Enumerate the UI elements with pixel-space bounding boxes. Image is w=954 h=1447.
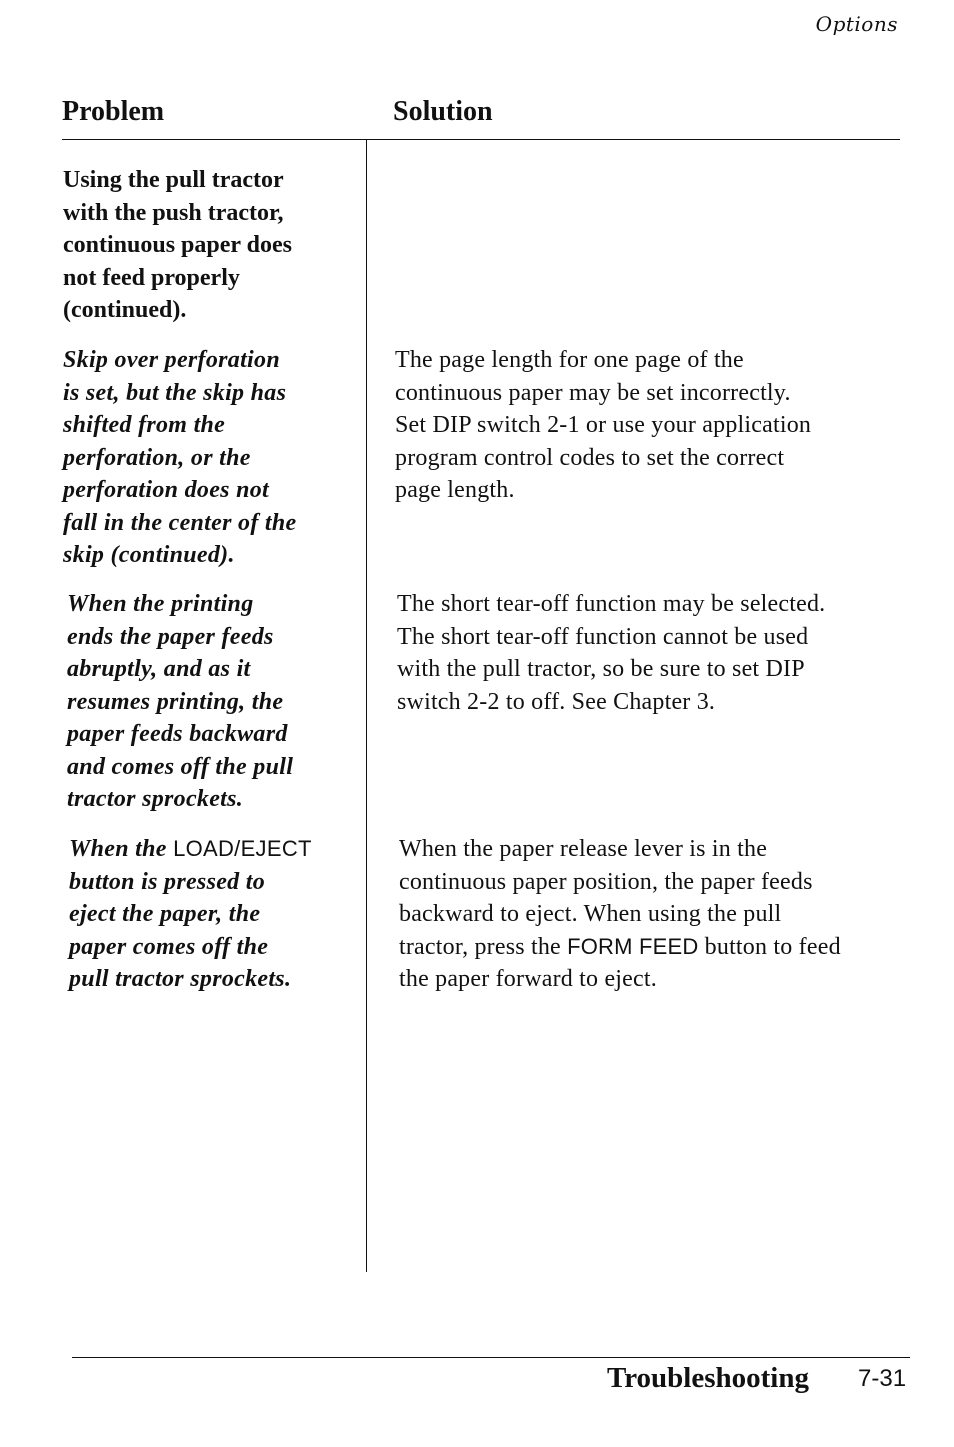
solution-text [395,344,905,507]
problem-line: eject the paper, the [69,901,261,927]
solution-line: continuous paper position, the paper feeds [399,868,813,895]
solution-line: tractor, press the FORM FEED button to feed [399,933,841,960]
solution-column-heading: Solution [393,96,493,127]
problem-line: skip (continued). [63,542,235,568]
button-name: FORM FEED [567,933,699,959]
solution-text [399,833,909,996]
solution-line: backward to eject. When using the pull [399,901,782,927]
problem-line: abruptly, and as it [67,656,251,682]
problem-line: perforation, or the [63,444,251,471]
problem-text [63,164,338,327]
solution-line: continuous paper may be set incorrectly. [395,379,791,406]
solution-text [397,588,907,718]
problem-line: not feed properly [63,264,240,291]
column-divider [366,140,367,1272]
solution-line: The short tear-off function may be selected. [397,591,826,617]
problem-line: with the push tractor, [63,199,284,226]
problem-line: When the LOAD/EJECT [69,836,312,862]
problem-column-heading: Problem [62,96,165,127]
problem-text [69,833,344,996]
page-number: 7-31 [858,1365,907,1392]
footer-section-title: Troubleshooting [607,1362,809,1394]
problem-line: paper feeds backward [67,721,288,747]
solution-line: the paper forward to eject. [399,966,657,992]
running-head: Options [815,12,898,36]
problem-line: continuous paper does [63,232,292,258]
solution-line: program control codes to set the correct [395,444,785,471]
solution-line: page length. [395,477,515,503]
problem-line: (continued). [63,297,187,323]
problem-line: resumes printing, the [67,688,284,715]
button-name: LOAD/EJECT [173,836,312,861]
problem-line: paper comes off the [69,933,269,960]
problem-text [63,344,338,572]
solution-line: The short tear-off function cannot be used [397,623,809,650]
problem-line: is set, but the skip has [63,379,287,406]
problem-line: When the printing [67,591,254,617]
solution-line: Set DIP switch 2-1 or use your application [395,412,812,438]
problem-line: fall in the center of the [63,509,297,536]
problem-line: ends the paper feeds [67,623,274,650]
solution-line: switch 2-2 to off. See Chapter 3. [397,688,716,715]
problem-line: tractor sprockets. [67,786,244,812]
solution-line: with the pull tractor, so be sure to set DIP [397,656,805,682]
problem-line: Skip over perforation [63,347,280,373]
solution-line: When the paper release lever is in the [399,836,768,862]
problem-line: pull tractor sprockets. [69,966,292,992]
problem-line: perforation does not [63,477,270,503]
heading-rule [62,139,900,140]
solution-line: The page length for one page of the [395,347,744,373]
problem-line: and comes off the pull [67,753,294,780]
problem-text [67,588,342,816]
problem-line: Using the pull tractor [63,167,284,193]
problem-line: button is pressed to [69,868,266,895]
problem-line: shifted from the [63,412,226,438]
footer-rule [72,1357,910,1358]
